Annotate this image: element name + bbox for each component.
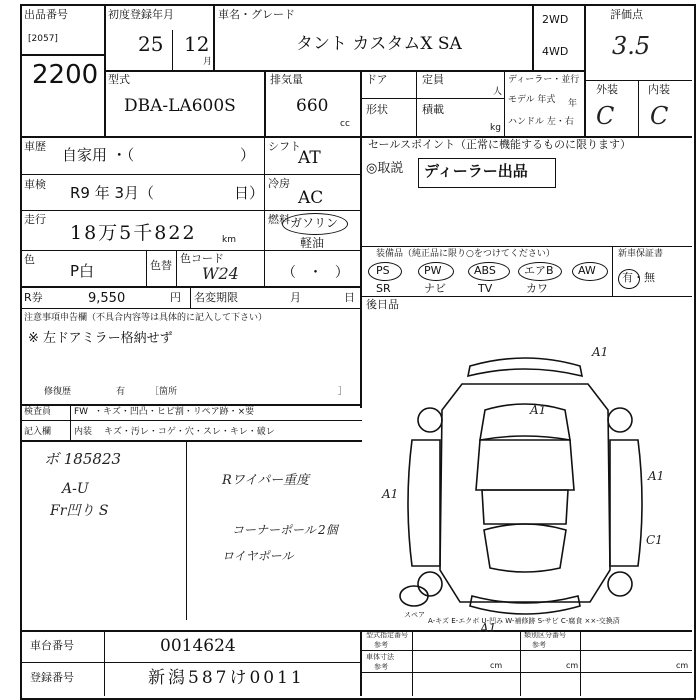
shift-label: シフト: [268, 140, 301, 153]
legend-interior-text: キズ・汚レ・コゲ・穴・スレ・キレ・破レ: [104, 427, 275, 437]
repair-label: 修復歴: [44, 387, 72, 397]
notes-text: ※ 左ドアミラー格納せず: [28, 331, 173, 346]
sales-dealer: ディーラー出品: [424, 162, 528, 180]
load-label: 積載: [422, 103, 444, 116]
recycle-value: 9,550: [88, 291, 126, 306]
lot-label: 出品番号: [24, 8, 68, 21]
recycle-label: R券: [24, 291, 43, 304]
model-grade-value: タント カスタムX SA: [296, 34, 462, 54]
first-reg-label: 初度登録年月: [108, 8, 174, 21]
equip-ps: PS: [376, 264, 390, 277]
fuel-label: 燃料: [268, 213, 290, 226]
spec-sub2: 参考: [532, 641, 546, 649]
mileage-label: 走行: [24, 213, 46, 226]
damage-mark-3: A1: [382, 487, 399, 501]
equip-airbag: エアB: [524, 264, 554, 277]
damage-mark-5: C1: [646, 533, 663, 547]
equip-pw: PW: [424, 264, 442, 277]
history-label: 車歴: [24, 140, 46, 153]
spec-unit-1: cm: [490, 661, 503, 670]
load-unit: kg: [490, 123, 501, 133]
warranty-value: 有・無: [622, 271, 655, 284]
equipment-label: 装備品（純正品に限り○をつけてください）: [376, 249, 555, 259]
history-close: ）: [240, 146, 256, 164]
fuel-gasoline: ガソリン: [290, 216, 339, 230]
spec-unit-2: cm: [566, 661, 579, 670]
damage-mark-6: A1: [480, 621, 497, 635]
damage-mark-2: A1: [530, 403, 547, 417]
spec-row1: 車体寸法: [366, 653, 394, 661]
name-change-day: 日: [344, 291, 355, 304]
lot-number: 2200: [32, 60, 99, 90]
first-reg-month-unit: 月: [203, 57, 213, 67]
equip-abs: ABS: [474, 264, 496, 277]
legend-entry: 記入欄: [24, 427, 52, 437]
hand-line2: A-U: [62, 481, 89, 497]
doors-label: ドア: [366, 73, 388, 86]
inspection-value: R9 年 3月（: [70, 184, 155, 202]
score-ext: C: [596, 102, 615, 130]
legend-fw-text: ・キズ・凹凸・ヒビ割・リペア跡・×要: [94, 407, 255, 417]
car-damage-diagram: [370, 340, 680, 630]
name-change-month: 月: [290, 291, 301, 304]
drive-2wd: 2WD: [542, 13, 569, 26]
inspection-label: 車検: [24, 178, 46, 191]
handle-label: ハンドル 左・右: [508, 117, 574, 127]
spec-row2: 参考: [374, 663, 388, 671]
score-label: 評価点: [610, 8, 643, 21]
model-year-label: モデル 年式: [508, 95, 556, 105]
sales-label: セールスポイント（正常に機能するものに限ります）: [368, 138, 632, 151]
hand-line4: Rワイパー重度: [222, 473, 310, 488]
sales-cert: ◎取説: [366, 161, 404, 176]
hand-line5: コーナーポール: [232, 523, 316, 537]
equip-leather: カワ: [526, 282, 548, 295]
color-code: W24: [202, 264, 239, 283]
hand-line1: ボ 185823: [44, 450, 122, 468]
inspection-day: 日）: [234, 184, 265, 202]
model-year-unit: 年: [568, 99, 578, 109]
damage-mark-4: A1: [648, 469, 665, 483]
registration-label: 登録番号: [30, 671, 74, 684]
spec-col1: 型式指定番号: [366, 631, 408, 639]
diagram-legend: A-キズ E-エクボ U-凹み W-補修跡 S-サビ C-腐食 ××-交換済: [428, 617, 620, 625]
spec-sub1: 参考: [374, 641, 388, 649]
shift-value: AT: [298, 148, 321, 168]
repair-place: ［箇所: [150, 387, 178, 397]
hand-line6: ロイヤポール: [222, 549, 294, 563]
first-reg-month: 12: [184, 32, 210, 56]
type-value: DBA-LA600S: [124, 96, 236, 116]
ac-value: AC: [298, 188, 324, 208]
warranty-label: 新車保証書: [618, 249, 664, 259]
import-label: ディーラー・並行: [508, 75, 580, 85]
score-ext-label: 外装: [596, 83, 618, 96]
score-int-label: 内装: [648, 83, 670, 96]
equip-tv: TV: [478, 282, 493, 295]
first-reg-year: 25: [138, 32, 164, 56]
equip-aw: AW: [578, 264, 596, 277]
spec-col2: 類別区分番号: [524, 631, 566, 639]
hand-line7: 2個: [318, 523, 338, 537]
capacity-unit: 人: [493, 87, 503, 97]
mileage-unit: km: [222, 235, 236, 245]
fuel-paren: （ ・ ）: [282, 265, 349, 281]
chassis-label: 車台番号: [30, 639, 74, 652]
notes-label: 注意事項申告欄（不具合内容等は具体的に記入して下さい）: [24, 313, 268, 323]
displacement-value: 660: [296, 96, 329, 116]
ac-label: 冷房: [268, 177, 290, 190]
spare-label: スペア: [404, 611, 425, 619]
back-seat-label: 後日品: [366, 298, 399, 311]
fuel-diesel: 軽油: [300, 236, 325, 250]
color-value: P白: [70, 262, 95, 280]
displacement-unit: cc: [340, 119, 350, 129]
history-value: 自家用 ・（: [62, 146, 135, 164]
legend-interior: 内装: [74, 427, 93, 437]
hand-line3: Fr凹り S: [50, 503, 109, 519]
mileage-value: 18万5千822: [70, 222, 197, 244]
color-tone-label: 色替: [150, 259, 172, 272]
type-label: 型式: [108, 73, 130, 86]
spec-unit-3: cm: [676, 661, 689, 670]
displacement-label: 排気量: [270, 73, 303, 86]
name-change-label: 名変期限: [194, 291, 238, 304]
drive-4wd: 4WD: [542, 45, 569, 58]
score-value: 3.5: [612, 32, 651, 60]
color-code-label: 色コード: [180, 252, 224, 265]
registration-value: 新潟587け0011: [148, 668, 305, 688]
equip-navi: ナビ: [424, 282, 446, 295]
legend-fw: FW: [74, 407, 89, 417]
score-int: C: [650, 102, 669, 130]
repair-close: ］: [338, 387, 348, 397]
lot-code: [2057]: [28, 34, 58, 44]
repair-value: 有: [116, 387, 126, 397]
chassis-value: 0014624: [160, 636, 236, 656]
recycle-unit: 円: [170, 291, 181, 304]
legend-inspector: 検査員: [24, 407, 52, 417]
damage-mark-1: A1: [592, 345, 609, 359]
color-label: 色: [24, 253, 35, 266]
capacity-label: 定員: [422, 73, 444, 86]
model-grade-label: 車名・グレード: [218, 8, 295, 21]
equip-sr: SR: [376, 282, 391, 295]
shape-label: 形状: [366, 103, 388, 116]
